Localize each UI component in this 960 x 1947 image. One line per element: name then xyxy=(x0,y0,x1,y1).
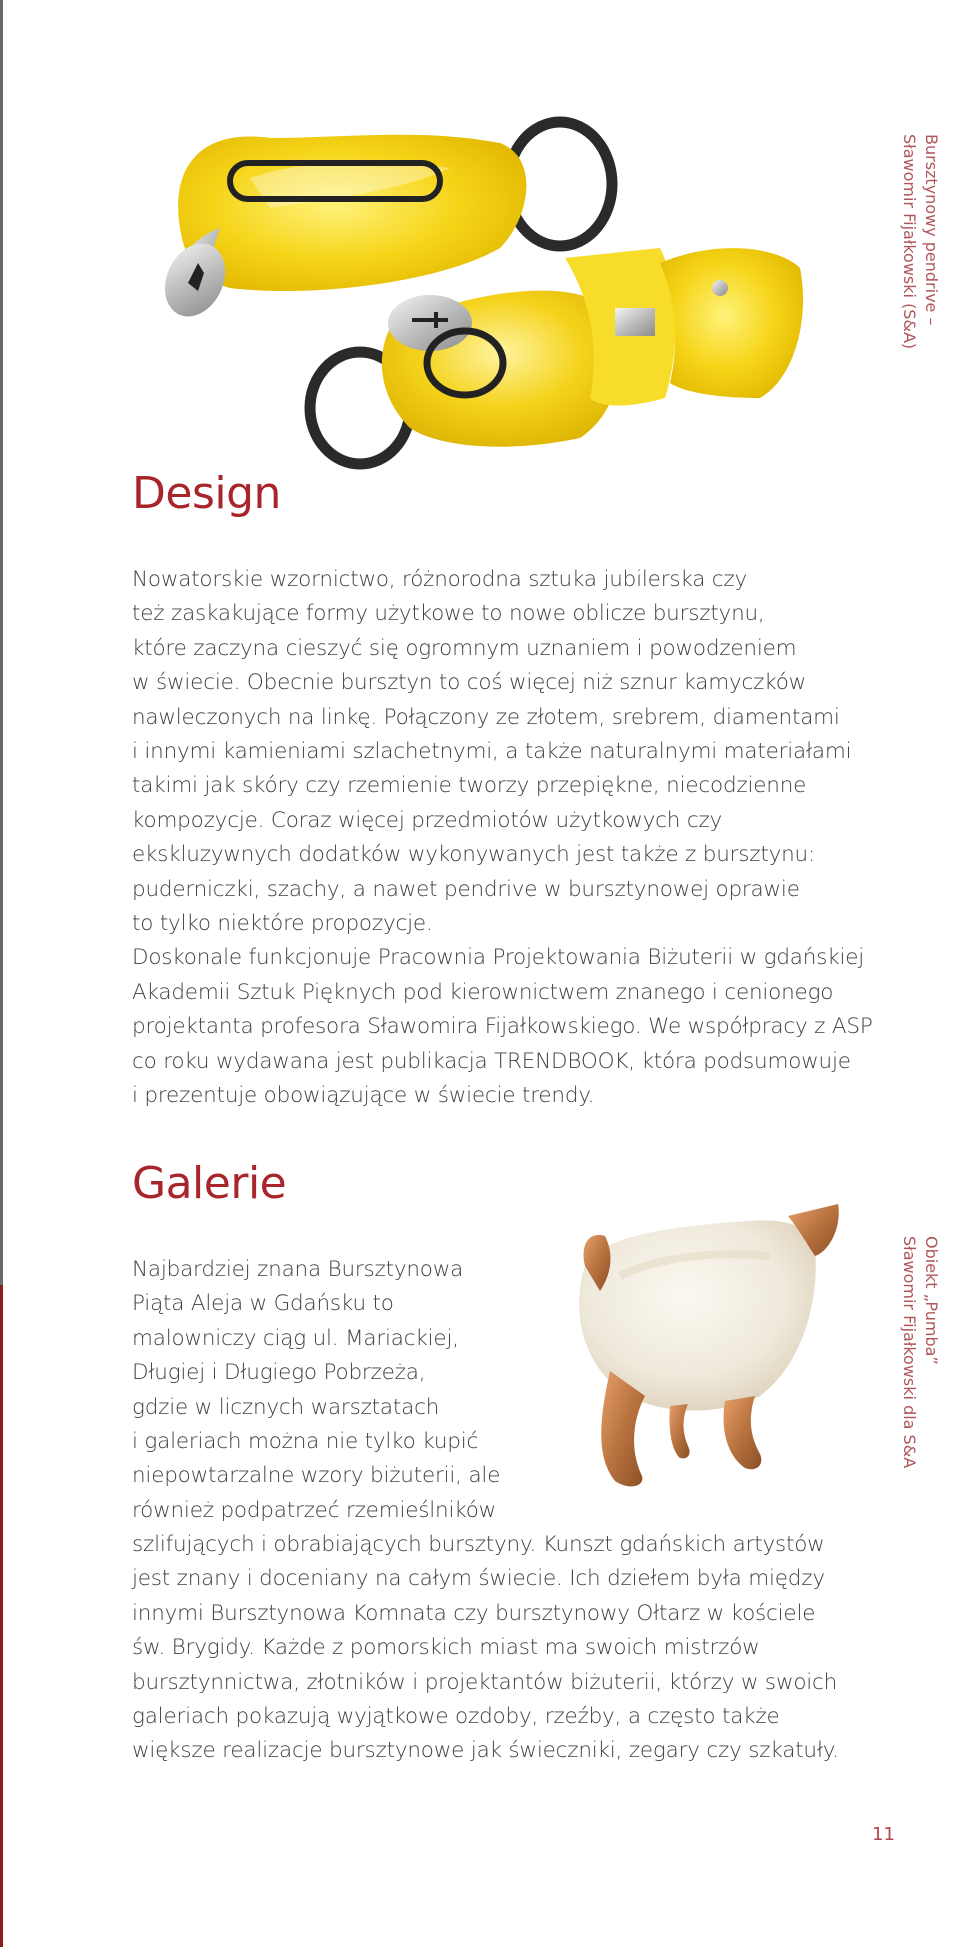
pumba-object-photo xyxy=(560,1196,850,1494)
galerie-paragraph-intro: Najbardziej znana Bursztynowa Piąta Aleja w Gdańsku to malowniczy ciąg ul. Mariackiej, Długiej i Długiego Pobrzeża, gdzie w licznych warsztatach i galeriach można nie tylko kupić niepowtarzalne wzory biżuterii, ale również podpatrzeć rzemieślników xyxy=(132,1257,501,1523)
page-edge-rule xyxy=(0,0,3,1947)
galerie-heading: Galerie xyxy=(132,1158,287,1209)
page-number: 11 xyxy=(872,1824,895,1845)
pendrive-caption: Bursztynowy pendrive – Sławomir Fijałkowski (S&A) xyxy=(900,134,941,350)
pumba-caption: Obiekt „Pumba” Sławomir Fijałkowski dla S&A xyxy=(900,1236,941,1469)
design-heading: Design xyxy=(132,468,281,519)
galerie-paragraph-rest: szlifujących i obrabiających bursztyny. Kunszt gdańskich artystów jest znany i doceniany na całym świecie. Ich dziełem była między innymi Bursztynowa Komnata czy bursztynowy Ołtarz w kościele św. Brygidy. Każde z pomorskich miast ma swoich mistrzów bursztynnictwa, złotników i projektantów biżuterii, którzy w swoich galeriach pokazują wyjątkowe ozdoby, rzeźby, a często także większe realizacje bursztynowe jak świeczniki, zegary czy szkatuły. xyxy=(132,1532,839,1764)
pendrive-photo xyxy=(160,108,880,498)
design-paragraph: Nowatorskie wzornictwo, różnorodna sztuka jubilerska czy też zaskakujące formy użytkowe to nowe oblicze bursztynu, które zaczyna cieszyć się ogromnym uznaniem i powodzeniem w świecie. Obecnie bursztyn to coś więcej niż sznur kamyczków nawleczonych na linkę. Połączony ze złotem, srebrem, diamentami i innymi kamieniami szlachetnymi, a także naturalnymi materiałami takimi jak skóry czy rzemienie tworzy przepiękne, niecodzienne kompozycje. Coraz więcej przedmiotów użytkowych czy ekskluzywnych dodatków wykonywanych jest także z bursztynu: puderniczki, szachy, a nawet pendrive w bursztynowej oprawie to tylko niektóre propozycje. Doskonale funkcjonuje Pracownia Projektowania Biżuterii w gdańskiej Akademii Sztuk Pięknych pod kierownictwem znanego i cenionego projektanta profesora Sławomira Fijałkowskiego. We współpracy z ASP co roku wydawana jest publikacja TRENDBOOK, która podsumowuje i prezentuje obowiązujące w świecie trendy. xyxy=(132,567,873,1109)
